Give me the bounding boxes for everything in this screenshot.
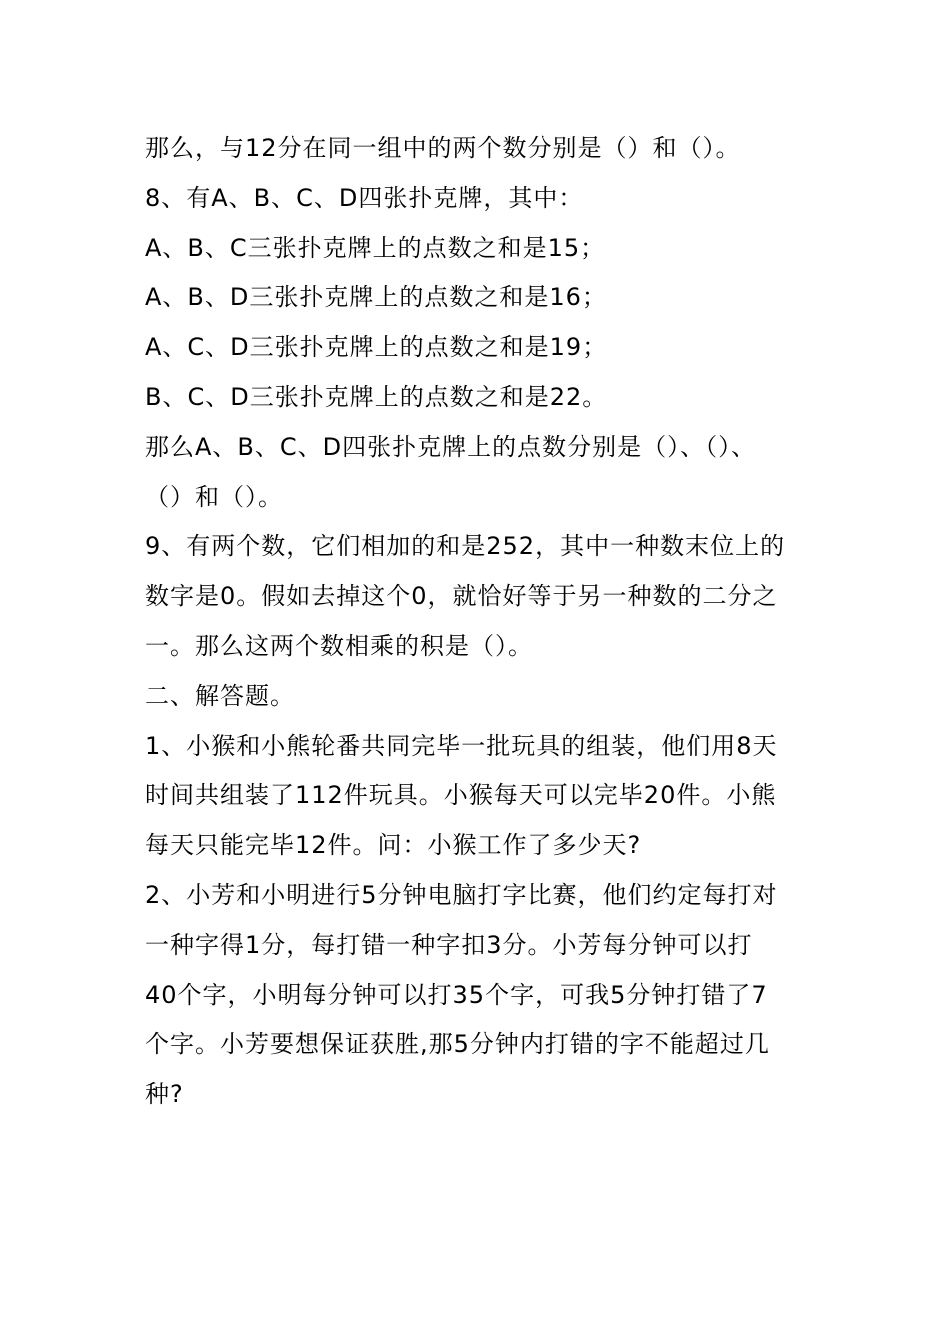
text-line: 个字。小芳要想保证获胜,那5分钟内打错的字不能超过几 [145,1030,770,1059]
text-line: A、B、C三张扑克牌上的点数之和是15； [145,233,606,262]
text-line: 数字是0。假如去掉这个0，就恰好等于另一种数的二分之 [145,582,778,611]
text-line: 9、有两个数，它们相加的和是252，其中一种数末位上的 [145,532,786,561]
document-body [145,124,805,1120]
text-line: 那么，与12分在同一组中的两个数分别是（）和（）。 [145,134,741,162]
text-line: 2、小芳和小明进行5分钟电脑打字比赛，他们约定每打对 [145,880,778,909]
text-line: A、C、D三张扑克牌上的点数之和是19； [145,333,608,362]
text-line: 每天只能完毕12件。问：小猴工作了多少天? [145,831,642,860]
text-line: 时间共组装了112件玩具。小猴每天可以完毕20件。小熊 [145,781,777,810]
text-line: 40个字，小明每分钟可以打35个字，可我5分钟打错了7 [145,980,768,1009]
text-line: 一种字得1分，每打错一种字扣3分。小芳每分钟可以打 [145,930,753,959]
text-line: 1、小猴和小熊轮番共同完毕一批玩具的组装，他们用8天 [145,731,778,760]
text-line: 种? [145,1080,184,1109]
text-line: 8、有A、B、C、D四张扑克牌，其中： [145,183,584,212]
text-line: A、B、D三张扑克牌上的点数之和是16； [145,283,607,312]
section-heading: 二、解答题。 [145,681,295,710]
text-line: 一。那么这两个数相乘的积是（）。 [145,631,533,660]
text-line: 那么A、B、C、D四张扑克牌上的点数分别是（）、（）、 [145,432,757,461]
text-line: B、C、D三张扑克牌上的点数之和是22。 [145,382,608,411]
text-line: （）和（）。 [145,482,283,511]
